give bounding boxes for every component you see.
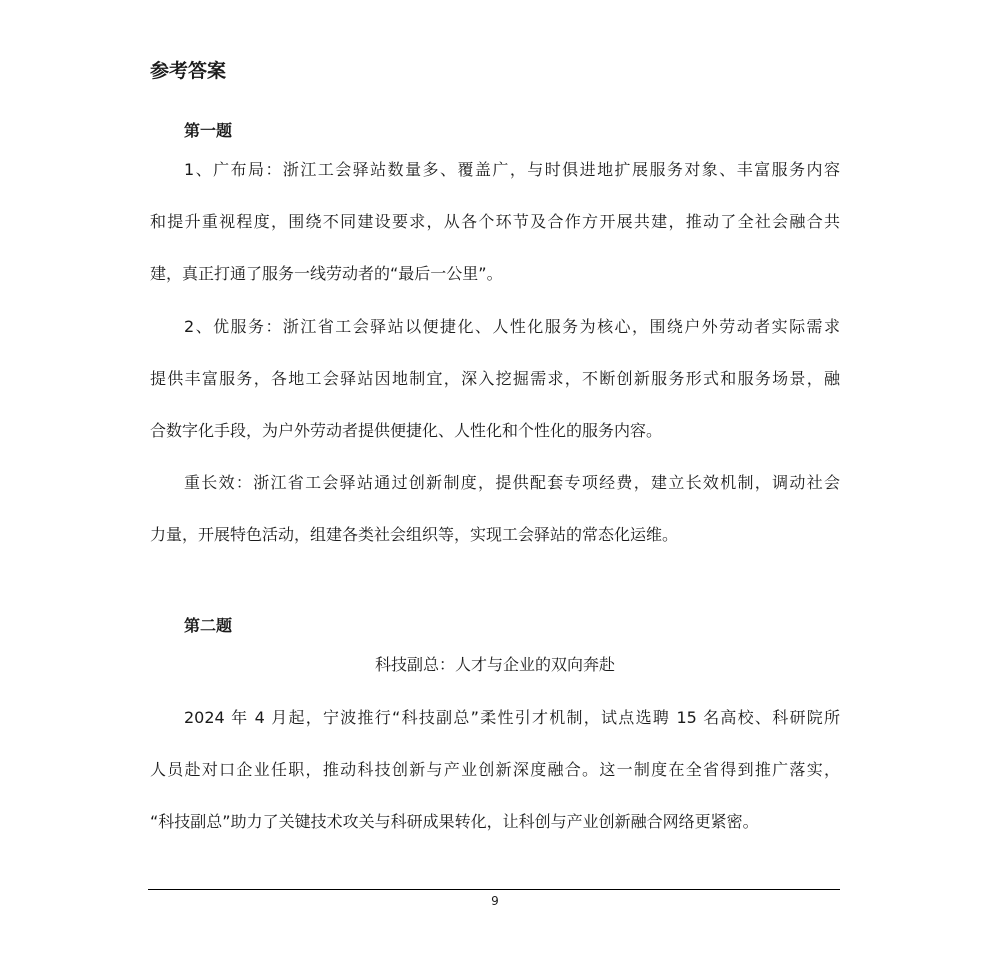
q1-paragraph-3-line-1: 重长效：浙江省工会驿站通过创新制度，提供配套专项经费，建立长效机制，调动社会 bbox=[184, 473, 840, 492]
question-1-heading: 第一题 bbox=[184, 121, 233, 140]
q2-paragraph-line-3: “科技副总”助力了关键技术攻关与科研成果转化，让科创与产业创新融合网络更紧密。 bbox=[150, 812, 759, 831]
q1-paragraph-2-line-2: 提供丰富服务，各地工会驿站因地制宜，深入挖掘需求，不断创新服务形式和服务场景，融 bbox=[150, 369, 840, 388]
q1-paragraph-2-line-3: 合数字化手段，为户外劳动者提供便捷化、人性化和个性化的服务内容。 bbox=[150, 421, 663, 440]
q1-paragraph-1-line-2: 和提升重视程度，围绕不同建设要求，从各个环节及合作方开展共建，推动了全社会融合共 bbox=[150, 212, 840, 231]
q1-paragraph-1-line-3: 建，真正打通了服务一线劳动者的“最后一公里”。 bbox=[150, 264, 503, 283]
essay-title: 科技副总：人才与企业的双向奔赴 bbox=[374, 655, 615, 674]
question-2-heading: 第二题 bbox=[184, 616, 233, 635]
page-number: 9 bbox=[491, 894, 499, 908]
section-title: 参考答案 bbox=[150, 60, 227, 82]
q1-paragraph-1-line-1: 1、广布局：浙江工会驿站数量多、覆盖广，与时俱进地扩展服务对象、丰富服务内容 bbox=[184, 160, 840, 179]
footer-divider bbox=[148, 889, 840, 890]
q1-paragraph-2-line-1: 2、优服务：浙江省工会驿站以便捷化、人性化服务为核心，围绕户外劳动者实际需求 bbox=[184, 317, 840, 336]
q2-paragraph-line-1: 2024 年 4 月起，宁波推行“科技副总”柔性引才机制，试点选聘 15 名高校、科研院所 bbox=[184, 708, 840, 727]
q2-paragraph-line-2: 人员赴对口企业任职，推动科技创新与产业创新深度融合。这一制度在全省得到推广落实， bbox=[150, 760, 840, 779]
q1-paragraph-3-line-2: 力量，开展特色活动，组建各类社会组织等，实现工会驿站的常态化运维。 bbox=[150, 525, 679, 544]
